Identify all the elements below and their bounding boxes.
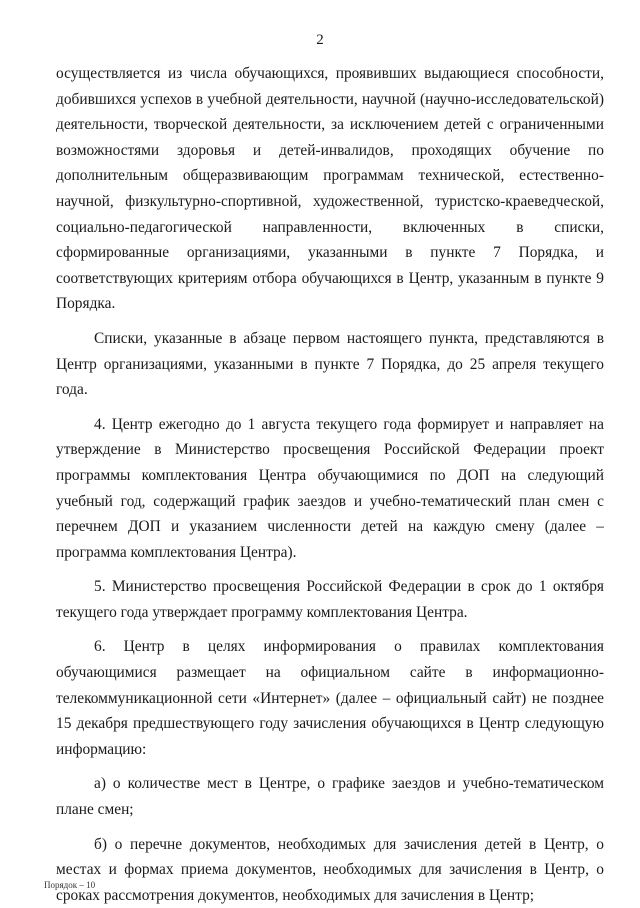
paragraph-item-6a: а) о количестве мест в Центре, о графике заездов и учебно-тематическом плане смен;: [56, 775, 604, 819]
paragraph-continuation: осуществляется из числа обучающихся, проявивших выдающиеся способности, добившихся успехов в учебной деятельности, научной (научно-исследовательской) деятельности, творческой деятельности, за исключением детей с ограниченными возможностями здоровья и детей-инвалидов, проходящих обучение по дополнительным общеразвивающим программам технической, естественно-научной, физкультурно-спортивной, художественной, туристско-краеведческой, социально-педагогической направленности, включенных в списки, сформированные организациями, указанными в пункте 7 Порядка, и соответствующих критериям отбора обучающихся в Центр, указанным в пункте 9 Порядка.: [56, 65, 604, 313]
footer-code: Порядок – 10: [44, 880, 96, 890]
paragraph-item-6b: б) о перечне документов, необходимых для зачисления детей в Центр, о местах и формах приема документов, необходимых для зачисления в Центр, о сроках рассмотрения документов, необходимых для зачисления в Центр;: [56, 835, 604, 904]
paragraph-item-5: 5. Министерство просвещения Российской Федерации в срок до 1 октября текущего года утверждает программу комплектования Центра.: [56, 578, 604, 621]
paragraph-item-4: 4. Центр ежегодно до 1 августа текущего года формирует и направляет на утверждение в Министерство просвещения Российской Федерации проект программы комплектования Центра обучающимися по ДОП на следующий учебный год, содержащий график заездов и учебно-тематический план смен с перечнем ДОП и указанием численности детей на каждую смену (далее – программа комплектования Центра).: [56, 415, 604, 561]
paragraph-item-6: 6. Центр в целях информирования о правилах комплектования обучающимися размещает на официальном сайте в информационно-телекоммуникационной сети «Интернет» (далее – официальный сайт) не позднее 15 декабря предшествующего году зачисления обучающихся в Центр следующую информацию:: [56, 638, 604, 758]
paragraph-lists: Списки, указанные в абзаце первом настоящего пункта, представляются в Центр организациями, указанными в пункте 7 Порядка, до 25 апреля текущего года.: [56, 329, 604, 399]
document-body: [56, 61, 604, 908]
page-number: 2: [316, 32, 324, 48]
